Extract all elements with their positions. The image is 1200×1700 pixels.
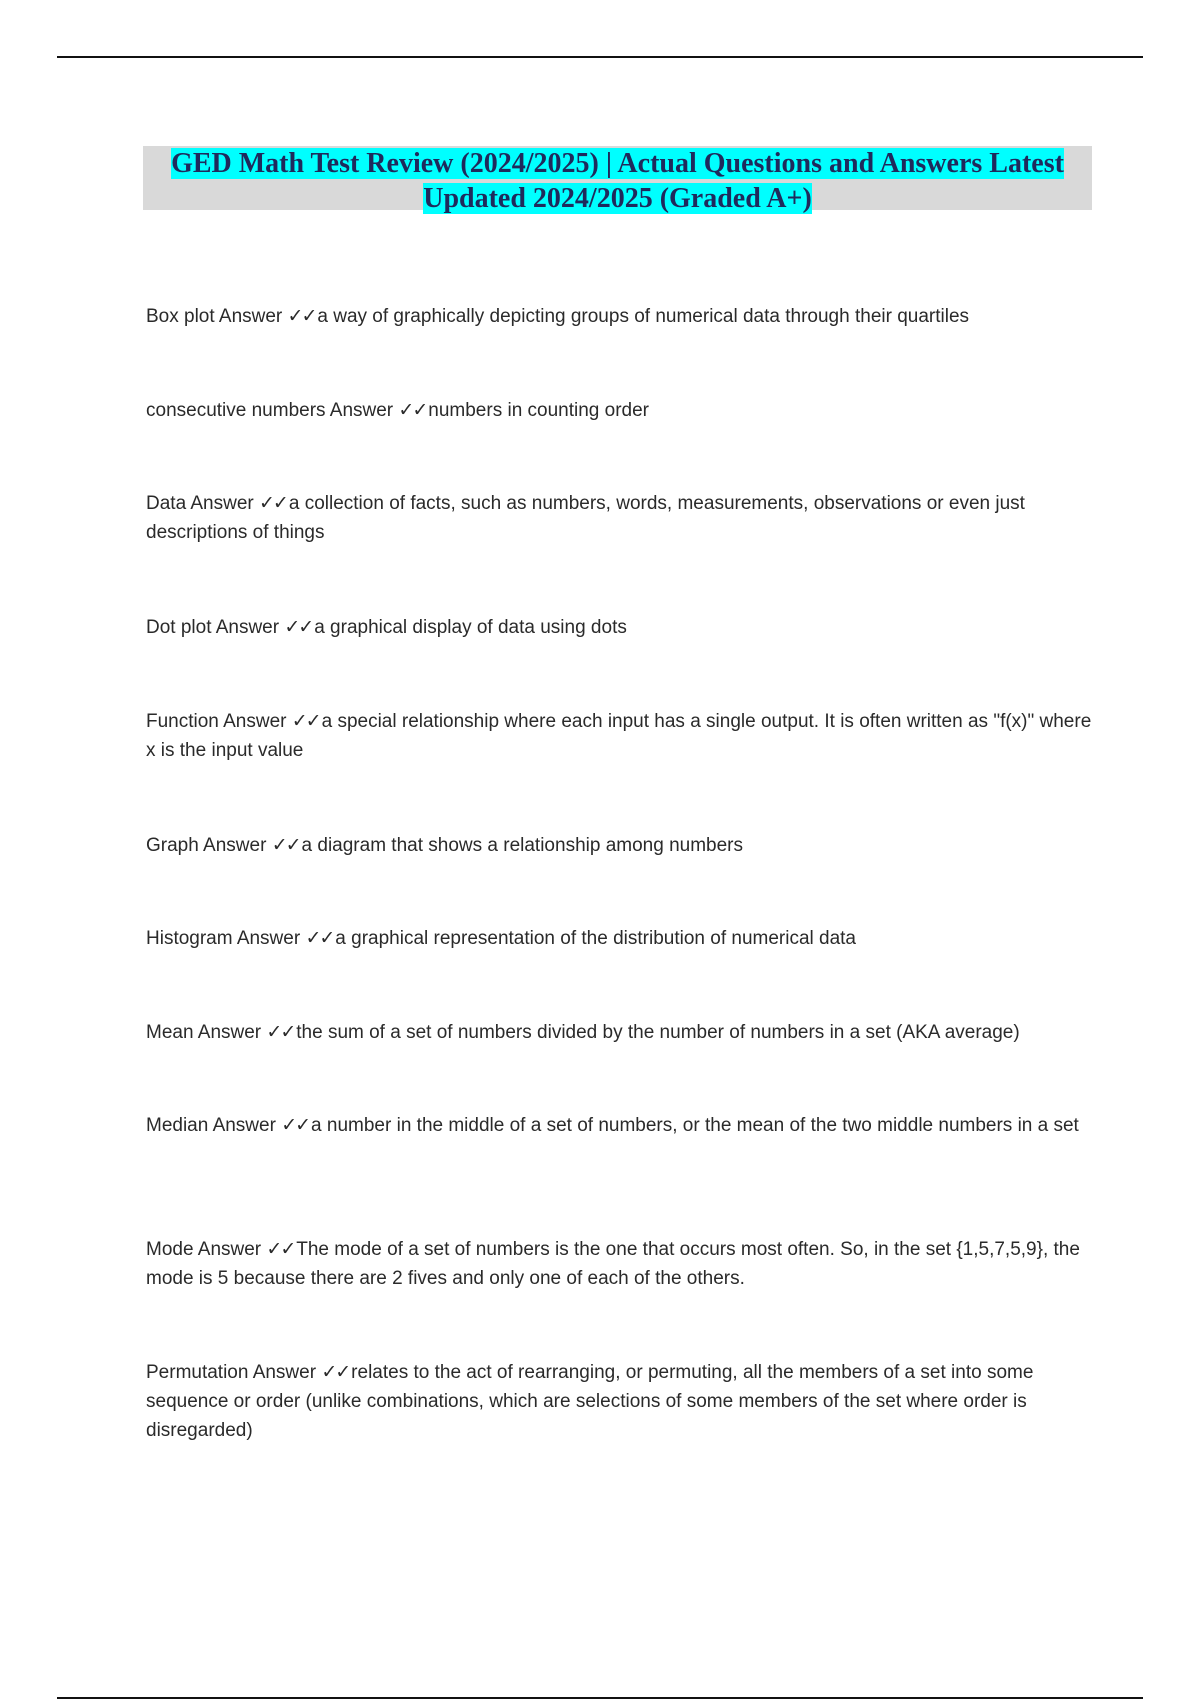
qa-entry-permutation <box>146 1358 1096 1445</box>
check-marks-icon: ✓✓ <box>291 710 320 732</box>
definition: a diagram that shows a relationship among numbers <box>301 835 743 856</box>
answer-label: Answer <box>252 1362 317 1383</box>
answer-label: Answer <box>236 928 301 949</box>
definition: The mode of a set of numbers is the one that occurs most often. So, in the set {1,5,7,5,9}, the mode is 5 because there are 2 fives and only one of each of the others. <box>146 1239 1080 1289</box>
answer-label: Answer <box>190 493 254 514</box>
qa-entry-median <box>146 1111 1096 1140</box>
check-marks-icon: ✓✓ <box>266 1021 295 1043</box>
qa-entry-mean <box>146 1018 1096 1047</box>
qa-entry-dot-plot <box>146 613 1096 642</box>
definition: a graphical display of data using dots <box>314 617 627 638</box>
term: Box plot <box>146 306 215 327</box>
qa-entry-graph <box>146 831 1096 860</box>
check-marks-icon: ✓✓ <box>398 399 427 421</box>
definition: a way of graphically depicting groups of numerical data through their quartiles <box>317 306 970 327</box>
qa-entry-box-plot <box>146 302 1096 331</box>
qa-entry-consecutive-numbers <box>146 396 1096 425</box>
term: Data <box>146 493 187 514</box>
term: Median <box>146 1115 209 1136</box>
definition: numbers in counting order <box>428 400 650 421</box>
answer-label: Answer <box>329 400 394 421</box>
definition: a collection of facts, such as numbers, words, measurements, observations or even just descriptions of things <box>146 493 1025 543</box>
term: Dot plot <box>146 617 212 638</box>
check-marks-icon: ✓✓ <box>259 492 287 514</box>
bottom-rule <box>57 1697 1143 1699</box>
definition: a number in the middle of a set of numbers, or the mean of the two middle numbers in a set <box>311 1115 1079 1136</box>
term: Permutation <box>146 1362 249 1383</box>
answer-label: Answer <box>212 1115 276 1136</box>
check-marks-icon: ✓✓ <box>266 1238 295 1260</box>
term: Mode <box>146 1239 194 1260</box>
qa-entry-mode <box>146 1235 1096 1293</box>
title-band <box>143 146 1092 214</box>
definition: a graphical representation of the distribution of numerical data <box>335 928 856 949</box>
check-marks-icon: ✓✓ <box>287 305 316 327</box>
term: Function <box>146 711 219 732</box>
answer-label: Answer <box>197 1239 262 1260</box>
definition: the sum of a set of numbers divided by the number of numbers in a set (AKA average) <box>296 1022 1020 1043</box>
qa-entry-function <box>146 707 1096 765</box>
definition: relates to the act of rearranging, or permuting, all the members of a set into some sequence or order (unlike combinations, which are selections of some members of the set where order is disregarded) <box>146 1362 1034 1441</box>
answer-label: Answer <box>223 711 287 732</box>
document-title: GED Math Test Review (2024/2025) | Actual Questions and Answers Latest Updated 2024/2025 (Graded A+) <box>171 148 1064 214</box>
qa-entry-data <box>146 489 1096 547</box>
term: Graph <box>146 835 199 856</box>
definition: a special relationship where each input has a single output. It is often written as "f(x)" where x is the input value <box>146 711 1092 761</box>
check-marks-icon: ✓✓ <box>271 834 300 856</box>
answer-label: Answer <box>203 835 267 856</box>
check-marks-icon: ✓✓ <box>305 927 334 949</box>
check-marks-icon: ✓✓ <box>281 1114 310 1136</box>
answer-label: Answer <box>197 1022 262 1043</box>
term: Mean <box>146 1022 194 1043</box>
qa-entry-histogram <box>146 924 1096 953</box>
answer-label: Answer <box>218 306 283 327</box>
term: consecutive numbers <box>146 400 326 421</box>
top-rule <box>57 56 1143 58</box>
check-marks-icon: ✓✓ <box>321 1361 350 1383</box>
answer-label: Answer <box>215 617 280 638</box>
check-marks-icon: ✓✓ <box>284 616 313 638</box>
term: Histogram <box>146 928 233 949</box>
